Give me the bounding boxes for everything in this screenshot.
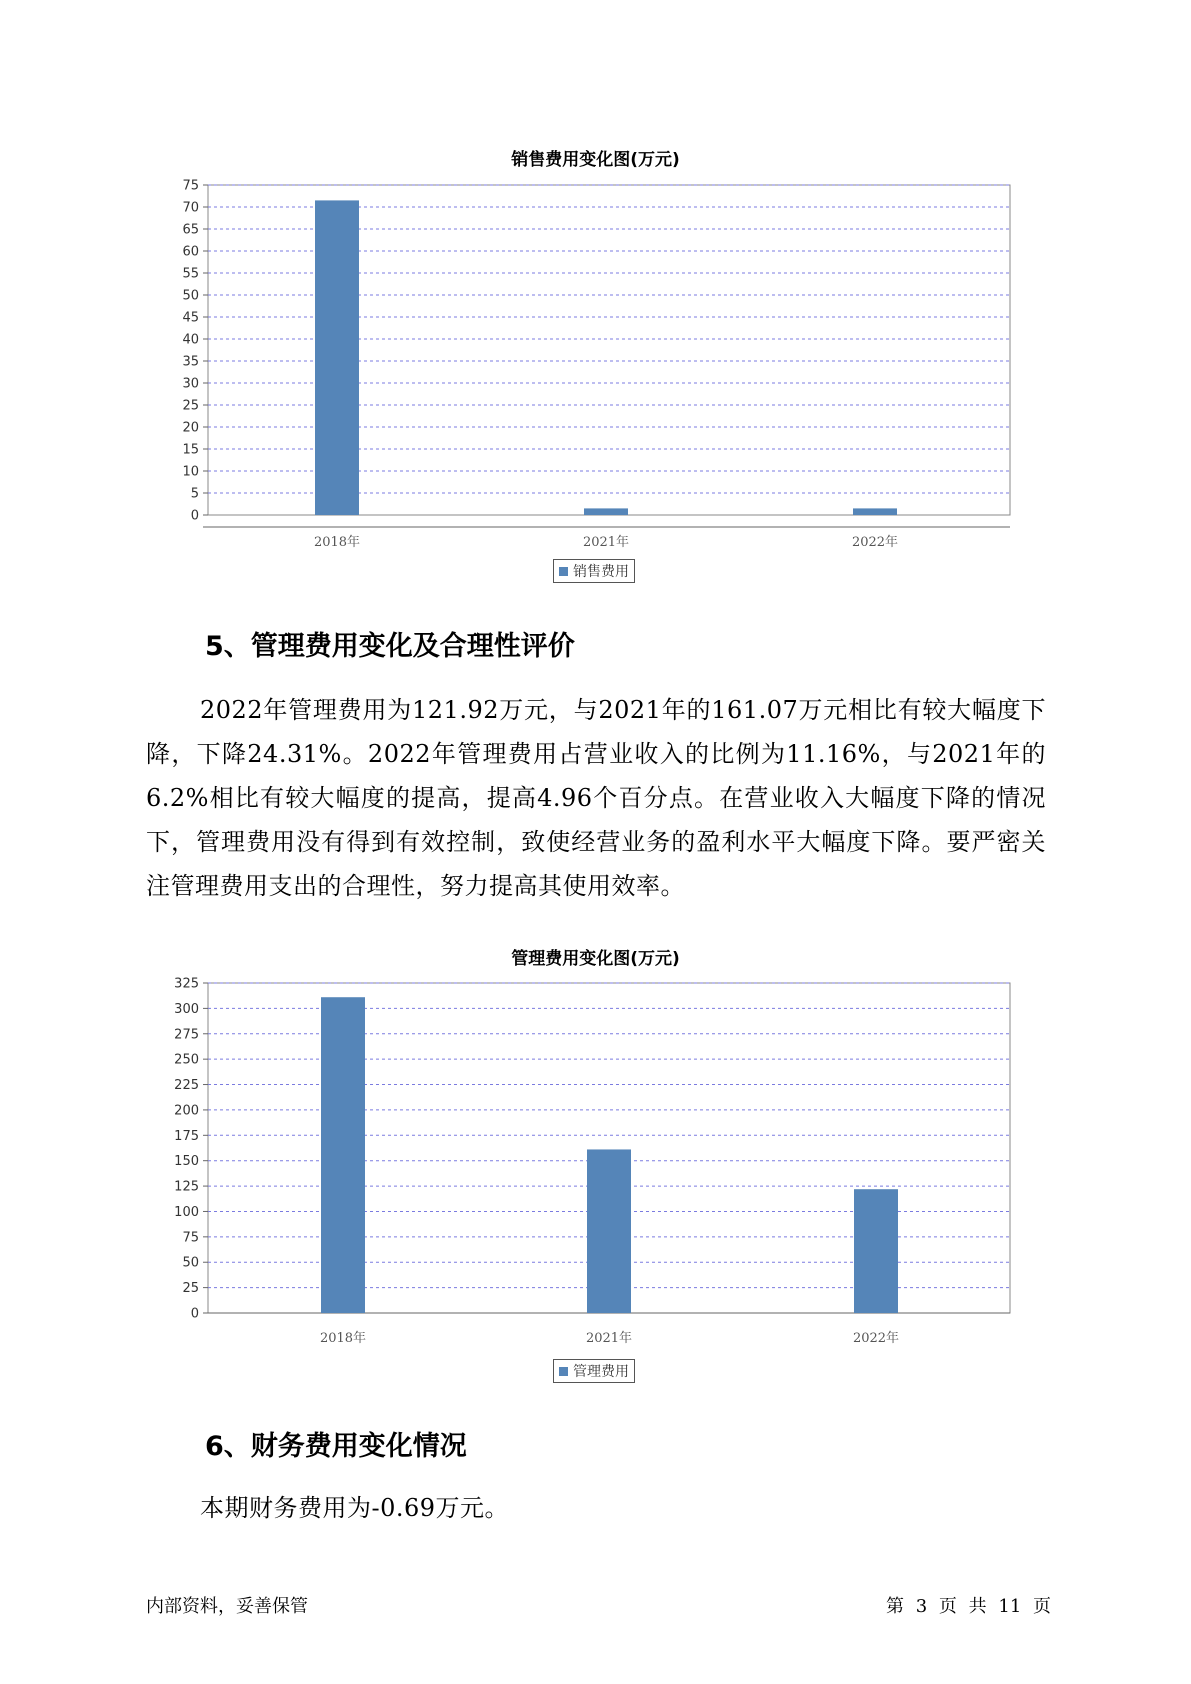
- y-tick-label: 250: [174, 1052, 199, 1068]
- y-tick-label: 45: [182, 310, 199, 326]
- legend-label-admin: 管理费用: [573, 1364, 629, 1380]
- y-tick-label: 50: [182, 1255, 199, 1271]
- y-tick-label: 75: [182, 178, 199, 194]
- y-tick-label: 25: [182, 398, 199, 414]
- x-tick-label: 2021年: [582, 535, 630, 550]
- y-tick-label: 30: [182, 376, 199, 392]
- y-tick-label: 125: [174, 1179, 199, 1195]
- y-tick-label: 5: [190, 486, 199, 502]
- x-tick-label: 2021年: [585, 1331, 633, 1346]
- x-tick-label: 2022年: [852, 1331, 900, 1346]
- x-tick-label: 2022年: [851, 535, 899, 550]
- bar-2: [854, 1189, 898, 1313]
- y-tick-label: 20: [182, 420, 199, 436]
- chart-title-sales: 销售费用变化图(万元): [511, 150, 680, 170]
- section-heading-6: 6、财务费用变化情况: [205, 1431, 467, 1462]
- y-tick-label: 150: [174, 1154, 199, 1170]
- y-tick-label: 175: [174, 1128, 199, 1144]
- y-tick-label: 300: [174, 1001, 199, 1017]
- y-tick-label: 15: [182, 442, 199, 458]
- section-heading-5: 5、管理费用变化及合理性评价: [205, 631, 575, 662]
- y-tick-label: 0: [190, 1306, 199, 1322]
- footer-confidential-note: 内部资料，妥善保管: [146, 1596, 308, 1617]
- y-tick-label: 65: [182, 222, 199, 238]
- bar-0: [321, 997, 365, 1313]
- y-tick-label: 25: [182, 1281, 199, 1297]
- legend-swatch-icon: [559, 1367, 568, 1376]
- y-tick-label: 60: [182, 244, 199, 260]
- y-tick-label: 35: [182, 354, 199, 370]
- y-tick-label: 75: [182, 1230, 199, 1246]
- y-tick-label: 10: [182, 464, 199, 480]
- chart-title-admin: 管理费用变化图(万元): [511, 949, 680, 969]
- y-tick-label: 40: [182, 332, 199, 348]
- y-tick-label: 100: [174, 1204, 199, 1220]
- y-tick-label: 50: [182, 288, 199, 304]
- x-tick-label: 2018年: [313, 535, 361, 550]
- y-tick-label: 0: [190, 508, 199, 524]
- section-paragraph-6: 本期财务费用为-0.69万元。: [200, 1494, 510, 1522]
- y-tick-label: 55: [182, 266, 199, 282]
- y-tick-label: 325: [174, 976, 199, 992]
- y-tick-label: 275: [174, 1027, 199, 1043]
- footer-page-number: 第 3 页 共 11 页: [886, 1596, 1051, 1617]
- y-tick-label: 70: [182, 200, 199, 216]
- legend-label-sales: 销售费用: [573, 564, 629, 580]
- bar-1: [587, 1149, 631, 1313]
- section-paragraph-5: 2022年管理费用为121.92万元，与2021年的161.07万元相比有较大幅度下降，下降24.31%。2022年管理费用占营业收入的比例为11.16%，与2021年的6.2%相比有较大幅度的提高，提高4.96个百分点。在营业收入大幅度下降的情况下，管理费用没有得到有效控制，致使经营业务的盈利水平大幅度下降。要严密关注管理费用支出的合理性，努力提高其使用效率。: [146, 696, 1046, 900]
- legend-admin: [553, 1359, 635, 1383]
- y-tick-label: 200: [174, 1103, 199, 1119]
- x-tick-label: 2018年: [319, 1331, 367, 1346]
- y-tick-label: 225: [174, 1078, 199, 1094]
